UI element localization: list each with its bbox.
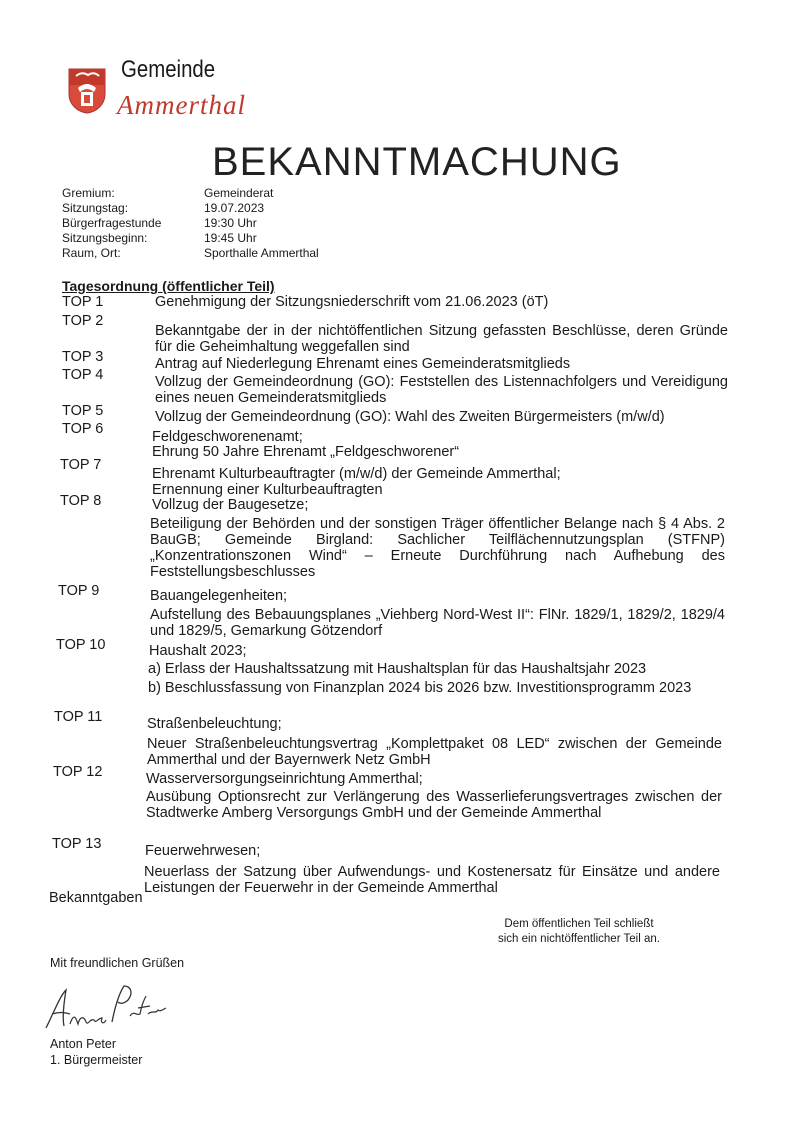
agenda-item-text: Ausübung Optionsrecht zur Verlängerung des Wasserlieferungsvertrages zwischen der Stadtwerke Amberg Versorgungs GmbH und der Gemeinde Ammerthal: [146, 789, 722, 821]
agenda-item-text: Ernennung einer Kulturbeauftragten: [152, 482, 383, 498]
closing-note-line: Dem öffentlichen Teil schließt: [504, 918, 654, 930]
agenda-item-label: TOP 5: [62, 403, 104, 419]
agenda-item-label: TOP 2: [62, 313, 104, 329]
meta-label: Raum, Ort:: [62, 246, 121, 260]
greeting: Mit freundlichen Grüßen: [50, 956, 185, 970]
agenda-item-text: Beteiligung der Behörden und der sonstigen Träger öffentlicher Belange nach § 4 Abs. 2 BauGB; Gemeinde Birgland: Sachlicher Teilflächennutzungsplan (STFNP) „Konzentrationszonen Wind“ – Erneute Durchführung nach Aufhebung des Feststellungsbeschlusses: [150, 516, 725, 580]
agenda-item-label: TOP 8: [60, 493, 102, 509]
agenda-item-text: Vollzug der Baugesetze;: [152, 497, 309, 513]
agenda-item-label: TOP 13: [52, 836, 102, 852]
agenda-item-text: Feldgeschworenenamt;: [152, 429, 303, 445]
signer-block: [50, 1036, 142, 1068]
agenda-announcements: Bekanntgaben: [49, 890, 143, 906]
meta-label: Gremium:: [62, 186, 115, 200]
agenda-item-text: Bauangelegenheiten;: [150, 588, 288, 604]
agenda-item-text: Vollzug der Gemeindeordnung (GO): Feststellen des Listennachfolgers und Vereidigung eines neuen Gemeinderatsmitglieds: [155, 374, 728, 406]
agenda-item-label: TOP 1: [62, 294, 104, 310]
meta-label: Bürgerfragestunde: [62, 216, 162, 230]
handwritten-signature-icon: [40, 982, 170, 1039]
agenda-item-label: TOP 11: [54, 709, 103, 725]
meta-value: 19:45 Uhr: [204, 231, 257, 245]
agenda-item-label: TOP 6: [62, 421, 104, 437]
agenda-item-label: TOP 12: [53, 764, 103, 780]
meta-row: [62, 231, 319, 246]
agenda-heading: Tagesordnung (öffentlicher Teil): [62, 278, 275, 294]
agenda-item-label: TOP 10: [56, 637, 106, 653]
meta-value: 19:30 Uhr: [204, 216, 257, 230]
municipality-label: Gemeinde: [121, 56, 216, 83]
agenda-item-text: Feuerwehrwesen;: [145, 843, 261, 859]
page-title: BEKANNTMACHUNG: [212, 140, 622, 184]
agenda-item-text: a) Erlass der Haushaltssatzung mit Haushaltsplan für das Haushaltsjahr 2023: [148, 661, 647, 677]
closing-note-line: sich ein nichtöffentlicher Teil an.: [498, 933, 660, 945]
meta-row: [62, 216, 319, 231]
signer-name: Anton Peter: [50, 1037, 117, 1051]
agenda-item-text: Neuer Straßenbeleuchtungsvertrag „Komplettpaket 08 LED“ zwischen der Gemeinde Ammerthal und der Bayernwerk Netz GmbH: [147, 736, 722, 768]
agenda-item-text: Genehmigung der Sitzungsniederschrift vom 21.06.2023 (öT): [155, 294, 549, 310]
agenda-item-text: Vollzug der Gemeindeordnung (GO): Wahl des Zweiten Bürgermeisters (m/w/d): [155, 409, 665, 425]
agenda-item-text: Haushalt 2023;: [149, 643, 247, 659]
meta-row: [62, 201, 319, 216]
agenda-item-text: Ehrung 50 Jahre Ehrenamt „Feldgeschworener“: [152, 444, 460, 460]
meta-value: Sporthalle Ammerthal: [204, 246, 319, 260]
meta-row: [62, 246, 319, 261]
agenda-item-text: Neuerlass der Satzung über Aufwendungs- und Kostenersatz für Einsätze und andere Leistungen der Feuerwehr in der Gemeinde Ammerthal: [144, 864, 720, 896]
municipality-name: Ammerthal: [117, 90, 246, 120]
agenda-item-text: Ehrenamt Kulturbeauftragter (m/w/d) der Gemeinde Ammerthal;: [152, 466, 561, 482]
agenda-item-text: Straßenbeleuchtung;: [147, 716, 282, 732]
closing-note: [498, 917, 660, 947]
municipal-crest-icon: [68, 68, 106, 114]
meta-row: [62, 186, 319, 201]
agenda-item-text: b) Beschlussfassung von Finanzplan 2024 bis 2026 bzw. Investitionsprogramm 2023: [148, 680, 692, 696]
agenda-item-text: Wasserversorgungseinrichtung Ammerthal;: [146, 771, 423, 787]
agenda-item-label: TOP 9: [58, 583, 100, 599]
meta-value: Gemeinderat: [204, 186, 274, 200]
meta-label: Sitzungsbeginn:: [62, 231, 148, 245]
agenda-item-text: Bekanntgabe der in der nichtöffentlichen Sitzung gefassten Beschlüsse, deren Gründe für die Geheimhaltung weggefallen sind: [155, 323, 728, 355]
agenda-item-label: TOP 7: [60, 457, 102, 473]
meta-label: Sitzungstag:: [62, 201, 129, 215]
agenda-item-label: TOP 3: [62, 349, 104, 365]
agenda-item-text: Antrag auf Niederlegung Ehrenamt eines Gemeinderatsmitglieds: [155, 356, 571, 372]
meta-value: 19.07.2023: [204, 201, 265, 215]
signer-title: 1. Bürgermeister: [50, 1053, 143, 1067]
meeting-info: [62, 186, 319, 261]
agenda-item-text: Aufstellung des Bebauungsplanes „Viehberg Nord-West II“: FlNr. 1829/1, 1829/2, 1829/4 und 1829/5, Gemarkung Götzendorf: [150, 607, 725, 639]
agenda-item-label: TOP 4: [62, 367, 104, 383]
